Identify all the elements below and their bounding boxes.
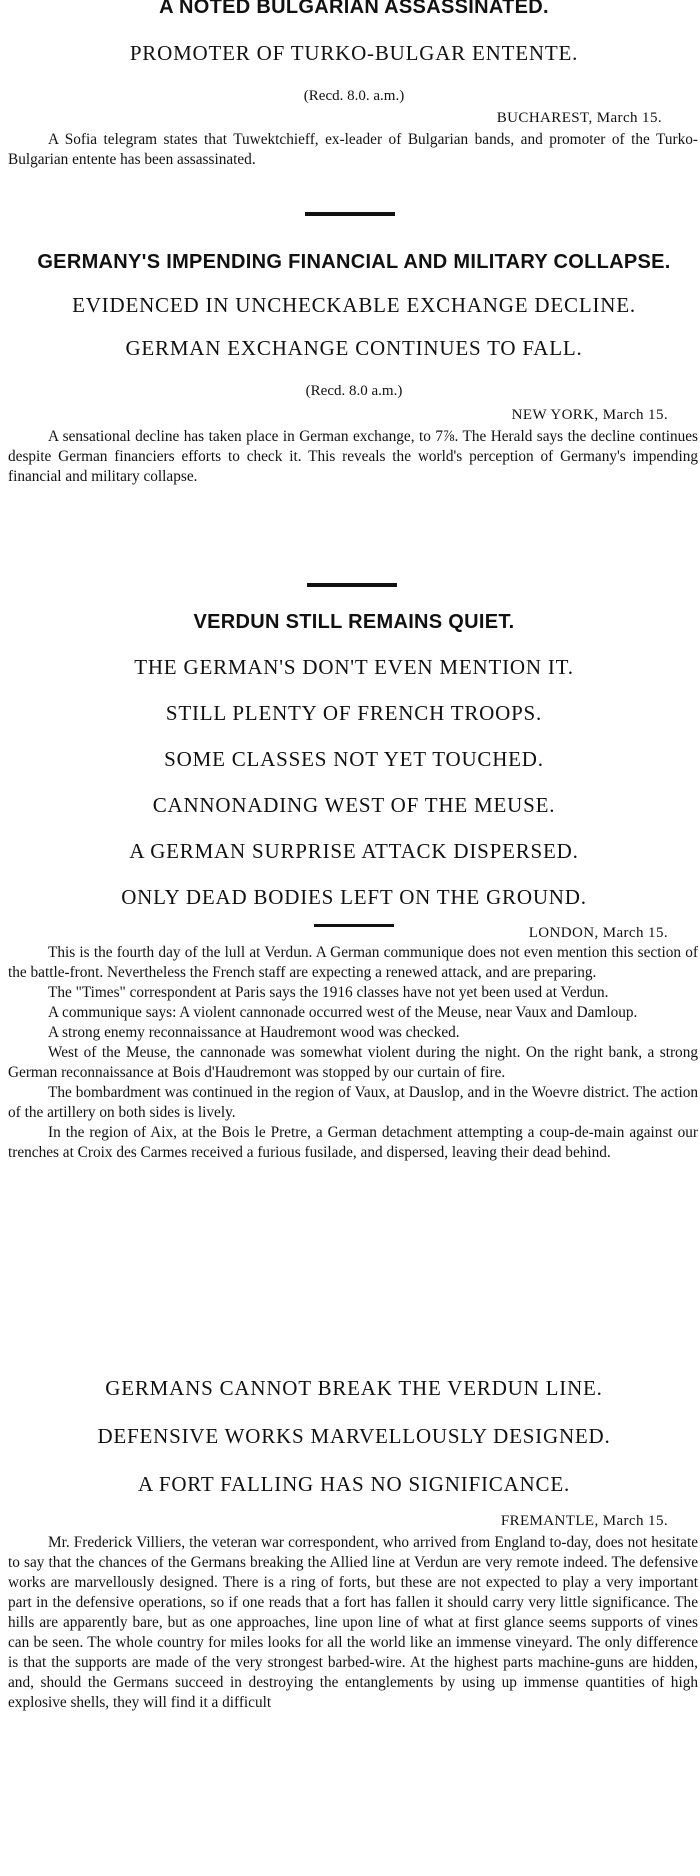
subheadline: A GERMAN SURPRISE ATTACK DISPERSED. bbox=[129, 839, 579, 863]
received-time: (Recd. 8.0 a.m.) bbox=[305, 383, 403, 399]
dateline: LONDON, March 15. bbox=[528, 925, 668, 941]
subheadline: GERMANS CANNOT BREAK THE VERDUN LINE. bbox=[105, 1376, 603, 1400]
subheadline: THE GERMAN'S DON'T EVEN MENTION IT. bbox=[134, 655, 574, 679]
subheadline: SOME CLASSES NOT YET TOUCHED. bbox=[164, 747, 544, 771]
paragraph: Mr. Frederick Villiers, the veteran war correspondent, who arrived from England to-day, does not hesitate to say that the chances of the Germans breaking the Allied line at Verdun are very remote indeed. The defensive works are marvellously designed. There is a ring of forts, but these are not expected to play a very important part in the defensive operations, so if one reads that a fort has fallen it should carry very little significance. The hills are apparently bare, but as one approaches, line upon line of what at first glance seems supports of vines can be seen. The whole country for miles looks for all the world like an immense vineyard. The only difference is that the supports are made of the very strongest barbed-wire. At the highest parts machine-guns are hidden, and, should the Germans succeed in destroying the entanglements by using up immense quantities of high explosive shells, they will find it a difficult bbox=[8, 1534, 698, 1711]
dateline: NEW YORK, March 15. bbox=[511, 407, 668, 423]
received-time: (Recd. 8.0. a.m.) bbox=[303, 88, 405, 104]
headline: GERMANY'S IMPENDING FINANCIAL AND MILITARY COLLAPSE. bbox=[37, 251, 671, 273]
article-body bbox=[8, 943, 700, 1163]
paragraph: The "Times" correspondent at Paris says the 1916 classes have not yet been used at Verdun. bbox=[48, 984, 609, 1001]
paragraph: The bombardment was continued in the region of Vaux, at Dauslop, and in the Woevre district. The action of the artillery on both sides is lively. bbox=[8, 1084, 698, 1121]
paragraph: A communique says: A violent cannonade occurred west of the Meuse, near Vaux and Damloup. bbox=[48, 1004, 638, 1021]
paragraph: This is the fourth day of the lull at Verdun. A German communique does not even mention this section of the battle-front. Nevertheless the French staff are expecting a renewed attack, and are preparing. bbox=[8, 944, 698, 981]
subheadline: DEFENSIVE WORKS MARVELLOUSLY DESIGNED. bbox=[97, 1424, 611, 1448]
dateline: FREMANTLE, March 15. bbox=[500, 1513, 668, 1529]
section-divider bbox=[307, 583, 397, 587]
paragraph: A strong enemy reconnaissance at Haudremont wood was checked. bbox=[48, 1024, 460, 1041]
subheadline: A FORT FALLING HAS NO SIGNIFICANCE. bbox=[138, 1472, 570, 1496]
paragraph: In the region of Aix, at the Bois le Pretre, a German detachment attempting a coup-de-main against our trenches at Croix des Carmes received a furious fusilade, and dispersed, leaving their dead behind. bbox=[8, 1124, 698, 1161]
article-verdun-line bbox=[0, 1375, 700, 1713]
article-germany-collapse bbox=[0, 250, 700, 487]
dateline: BUCHAREST, March 15. bbox=[496, 110, 662, 126]
headline: VERDUN STILL REMAINS QUIET. bbox=[193, 611, 515, 633]
subheadline: EVIDENCED IN UNCHECKABLE EXCHANGE DECLINE. bbox=[72, 293, 636, 317]
paragraph: A Sofia telegram states that Tuwektchieff, ex-leader of Bulgarian bands, and promoter of the Turko-Bulgarian entente has been assassinated. bbox=[8, 131, 698, 168]
article-verdun-quiet bbox=[0, 610, 700, 1163]
article-bulgarian bbox=[0, 0, 700, 170]
article-body bbox=[8, 130, 700, 170]
subheadline: STILL PLENTY OF FRENCH TROOPS. bbox=[165, 701, 543, 725]
subheadline: CANNONADING WEST OF THE MEUSE. bbox=[152, 793, 556, 817]
subheadline: ONLY DEAD BODIES LEFT ON THE GROUND. bbox=[121, 885, 587, 909]
subheadline: GERMAN EXCHANGE CONTINUES TO FALL. bbox=[125, 336, 583, 360]
article-body bbox=[8, 1533, 700, 1713]
paragraph: West of the Meuse, the cannonade was somewhat violent during the night. On the right bank, a strong German reconnaissance at Bois d'Haudremont was stopped by our curtain of fire. bbox=[8, 1044, 698, 1081]
article-body bbox=[8, 427, 700, 487]
section-divider bbox=[305, 212, 395, 216]
subheadline: PROMOTER OF TURKO-BULGAR ENTENTE. bbox=[129, 41, 579, 65]
headline: A NOTED BULGARIAN ASSASSINATED. bbox=[159, 0, 549, 18]
paragraph: A sensational decline has taken place in German exchange, to 7⅞. The Herald says the decline continues despite German financiers efforts to check it. This reveals the world's perception of Germany's impending financial and military collapse. bbox=[8, 428, 698, 485]
